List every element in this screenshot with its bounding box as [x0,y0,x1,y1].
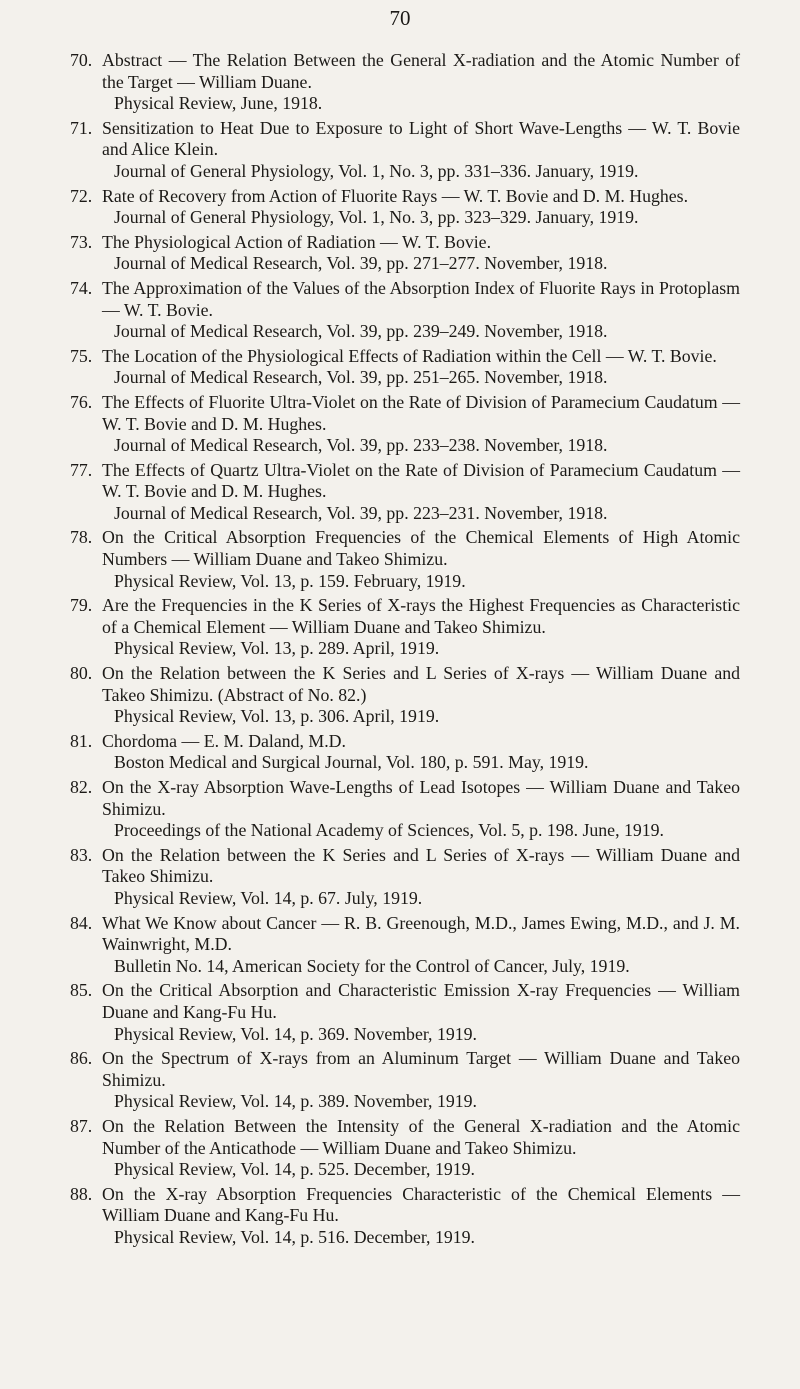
bibliography-entry [70,913,740,978]
entry-number: 87. [70,1115,93,1136]
entry-citation: Bulletin No. 14, American Society for the Control of Cancer, July, 1919. [114,955,630,976]
entry-citation: Journal of Medical Research, Vol. 39, pp. 233–238. November, 1918. [114,435,608,456]
page-number: 70 [389,6,411,30]
entry-citation: Physical Review, Vol. 13, p. 306. April, 1919. [114,706,440,727]
entry-number: 81. [70,730,93,751]
entry-citation: Physical Review, Vol. 13, p. 289. April, 1919. [114,638,440,659]
bibliography-entry [70,278,740,343]
entry-citation: Physical Review, Vol. 14, p. 516. December, 1919. [114,1226,475,1247]
bibliography-entry [70,1184,740,1249]
entry-number: 77. [70,459,93,480]
bibliography-entry [70,1048,740,1113]
entry-title: The Location of the Physiological Effects of Radiation within the Cell — W. T. Bovie. [102,345,717,366]
entry-citation: Physical Review, Vol. 14, p. 67. July, 1919. [114,887,423,908]
entry-title: On the Spectrum of X-rays from an Aluminum Target — William Duane and Takeo Shimizu. [102,1048,740,1090]
entry-citation: Journal of General Physiology, Vol. 1, No. 3, pp. 331–336. January, 1919. [114,160,639,181]
entry-title: The Effects of Fluorite Ultra-Violet on the Rate of Division of Paramecium Caudatum — W. T. Bovie and D. M. Hughes. [102,391,740,434]
entry-citation: Physical Review, Vol. 14, p. 525. December, 1919. [114,1159,475,1180]
bibliography-entry [70,595,740,660]
entry-number: 84. [70,912,93,933]
entry-number: 79. [70,595,93,616]
entry-title: Sensitization to Heat Due to Exposure to Light of Short Wave-Lengths — W. T. Bovie and Alice Klein. [102,117,740,160]
entry-citation: Journal of Medical Research, Vol. 39, pp. 251–265. November, 1918. [114,367,608,388]
entry-number: 83. [70,844,93,865]
entry-title: Abstract — The Relation Between the General X-radiation and the Atomic Number of the Target — William Duane. [102,50,740,92]
entry-title: On the Relation Between the Intensity of the General X-radiation and the Atomic Number of the Anticathode — William Duane and Takeo Shimizu. [102,1115,740,1158]
bibliography-entry [70,731,740,774]
entry-title: On the Relation between the K Series and L Series of X-rays — William Duane and Takeo Shimizu. (Abstract of No. 82.) [102,663,740,705]
bibliography-entry [70,777,740,842]
entry-number: 72. [70,185,93,206]
entry-number: 78. [70,527,93,548]
entry-citation: Physical Review, Vol. 14, p. 389. November, 1919. [114,1091,477,1112]
entry-title: Are the Frequencies in the K Series of X-rays the Highest Frequencies as Characteristic of a Chemical Element — William Duane and Takeo Shimizu. [102,595,740,637]
entry-title: On the Relation between the K Series and L Series of X-rays — William Duane and Takeo Shimizu. [102,844,740,887]
entry-number: 80. [70,663,93,684]
entry-title: On the X-ray Absorption Frequencies Characteristic of the Chemical Elements — William Duane and Kang-Fu Hu. [102,1183,740,1226]
entry-citation: Proceedings of the National Academy of Sciences, Vol. 5, p. 198. June, 1919. [114,820,664,841]
entry-citation: Physical Review, Vol. 14, p. 369. November, 1919. [114,1023,477,1044]
entry-title: On the Critical Absorption and Characteristic Emission X-ray Frequencies — William Duane and Kang-Fu Hu. [102,980,740,1022]
bibliography-entry [70,346,740,389]
entry-number: 70. [70,50,93,70]
entry-citation: Journal of General Physiology, Vol. 1, No. 3, pp. 323–329. January, 1919. [114,207,639,228]
entry-citation: Physical Review, Vol. 13, p. 159. February, 1919. [114,570,466,591]
entry-title: The Approximation of the Values of the Absorption Index of Fluorite Rays in Protoplasm — W. T. Bovie. [102,277,740,320]
entry-citation: Boston Medical and Surgical Journal, Vol. 180, p. 591. May, 1919. [114,752,589,773]
entry-citation: Journal of Medical Research, Vol. 39, pp. 223–231. November, 1918. [114,502,608,523]
entry-citation: Journal of Medical Research, Vol. 39, pp. 239–249. November, 1918. [114,321,608,342]
bibliography-entry [70,845,740,910]
entry-title: Rate of Recovery from Action of Fluorite Rays — W. T. Bovie and D. M. Hughes. [102,185,689,206]
bibliography-entry [70,527,740,592]
entry-citation: Physical Review, June, 1918. [114,93,323,114]
bibliography-entry [70,186,740,229]
bibliography-entry [70,663,740,728]
entry-number: 74. [70,277,93,298]
entry-number: 86. [70,1048,93,1069]
entry-number: 85. [70,980,93,1001]
entry-number: 71. [70,117,93,138]
entry-title: The Physiological Action of Radiation — W. T. Bovie. [102,231,492,252]
bibliography-list [70,50,740,1251]
entry-title: The Effects of Quartz Ultra-Violet on the Rate of Division of Paramecium Caudatum — W. T. Bovie and D. M. Hughes. [102,459,740,502]
bibliography-entry [70,392,740,457]
bibliography-entry [70,118,740,183]
bibliography-entry [70,232,740,275]
entry-citation: Journal of Medical Research, Vol. 39, pp. 271–277. November, 1918. [114,253,608,274]
bibliography-entry [70,980,740,1045]
entry-number: 88. [70,1183,93,1204]
entry-number: 76. [70,391,93,412]
entry-title: Chordoma — E. M. Daland, M.D. [102,730,346,751]
entry-title: What We Know about Cancer — R. B. Greenough, M.D., James Ewing, M.D., and J. M. Wainwright, M.D. [102,912,740,955]
bibliography-entry [70,50,740,115]
bibliography-entry [70,1116,740,1181]
entry-number: 82. [70,777,93,797]
entry-title: On the X-ray Absorption Wave-Lengths of Lead Isotopes — William Duane and Takeo Shimizu. [102,777,740,819]
entry-title: On the Critical Absorption Frequencies of the Chemical Elements of High Atomic Numbers — William Duane and Takeo Shimizu. [102,527,740,570]
bibliography-entry [70,460,740,525]
entry-number: 75. [70,345,93,366]
entry-number: 73. [70,231,93,252]
